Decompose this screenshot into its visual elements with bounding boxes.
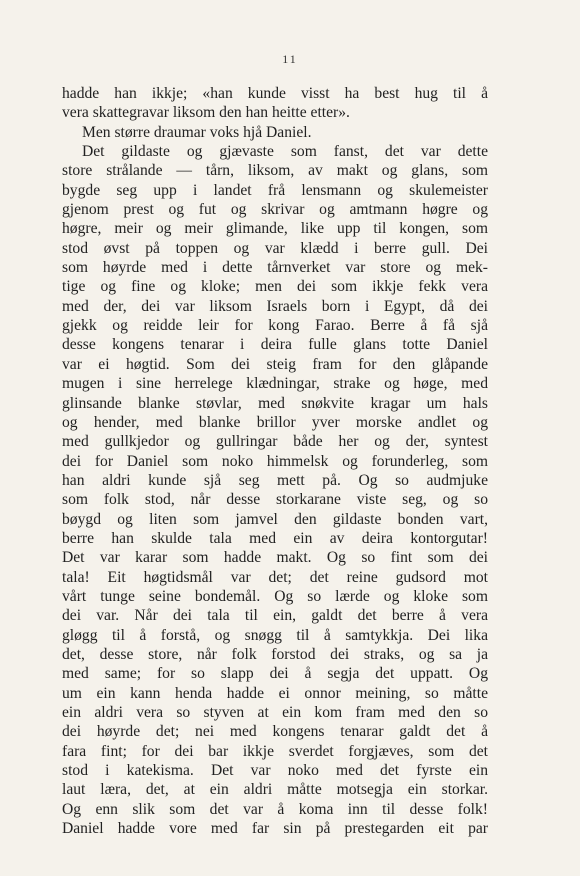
text-line: store strålande — tårn, liksom, av makt og glans, som — [62, 162, 488, 180]
text-line: dei for Daniel som noko himmelsk og forunderleg, som — [62, 452, 488, 470]
text-line: var ei høgtid. Som dei steig fram for den glåpande — [62, 355, 488, 373]
text-line: stod i katekisma. Det var noko med det fyrste ein — [62, 762, 488, 780]
text-line: vårt tunge seine bondemål. Og so lærde og kloke som — [62, 587, 488, 605]
text-line: hadde han ikkje; «han kunde visst ha best hug til å — [62, 85, 488, 102]
text-line: laut læra, det, at ein aldri måtte motsegja ein storkar. — [62, 781, 488, 799]
text-line: Det gildaste og gjævaste som fanst, det var dette — [82, 143, 488, 161]
text-line: glinsande blanke støvlar, med snøkvite kragar um hals — [62, 394, 488, 412]
text-line: tala! Eit høgtidsmål var det; det reine gudsord mot — [62, 568, 488, 586]
text-line: han aldri kunde sjå seg mett på. Og so audmjuke — [62, 471, 488, 489]
text-line: det, desse store, når folk forstod dei straks, og sa ja — [62, 645, 488, 663]
text-line: dei var. Når dei tala til ein, galdt det berre å vera — [62, 607, 488, 625]
text-line: mugen i sine herrelege klædningar, strake og høge, med — [62, 375, 488, 393]
text-line: som høyrde med i dette tårnverket var store og mek- — [62, 259, 488, 277]
page-number: 11 — [282, 52, 298, 66]
text-line: stod øvst på toppen og var klædd i berre gull. Dei — [62, 239, 488, 257]
text-line: og hender, med blanke brillor yver morske andlet og — [62, 413, 488, 431]
text-line: berre han skulde tala med ein av deira kontorgutar! — [62, 529, 488, 547]
text-line: tige og fine og kloke; men dei som ikkje fekk vera — [62, 278, 488, 296]
text-line: med der, dei var liksom Israels born i Egypt, då dei — [62, 297, 488, 315]
body-text — [62, 84, 488, 838]
text-line: Men større draumar voks hjå Daniel. — [82, 123, 312, 141]
text-line: bygde seg upp i landet frå lensmann og skulemeister — [62, 181, 488, 199]
text-line: gløgg til å forstå, og snøgg til å samtykkja. Dei lika — [62, 626, 488, 644]
text-line: desse kongens tenarar i deira fulle glans totte Daniel — [62, 336, 488, 354]
text-line: ein aldri vera so styven at ein kom fram med den so — [62, 704, 488, 721]
text-line: Og enn slik som det var å koma inn til desse folk! — [62, 800, 488, 818]
text-line: fara fint; for dei bar ikkje sverdet forgjæves, som det — [62, 742, 488, 760]
text-line: som folk stod, når desse storkarane viste seg, og so — [62, 491, 488, 509]
text-line: høgre, meir og meir glimande, like upp til kongen, som — [62, 220, 488, 238]
text-line: med same; for so slapp dei å segja det uppatt. Og — [62, 665, 488, 683]
text-line: Daniel hadde vore med far sin på prestegarden eit par — [62, 820, 488, 838]
text-line: bøygd og liten som jamvel den gildaste bonden vart, — [62, 510, 488, 528]
text-line: gjenom prest og fut og skrivar og amtmann høgre og — [62, 201, 488, 219]
text-line: vera skattegravar liksom den han heitte etter». — [62, 104, 350, 122]
text-line: med gullkjedor og gullringar både her og der, syntest — [62, 433, 488, 451]
text-line: um ein kann henda hadde ei onnor meining, so måtte — [62, 684, 488, 702]
text-line: Det var karar som hadde makt. Og so fint som dei — [62, 549, 488, 567]
text-line: gjekk og reidde leir for kong Farao. Berre å få sjå — [62, 317, 488, 335]
text-line: dei høyrde det; nei med kongens tenarar galdt det å — [62, 723, 488, 741]
